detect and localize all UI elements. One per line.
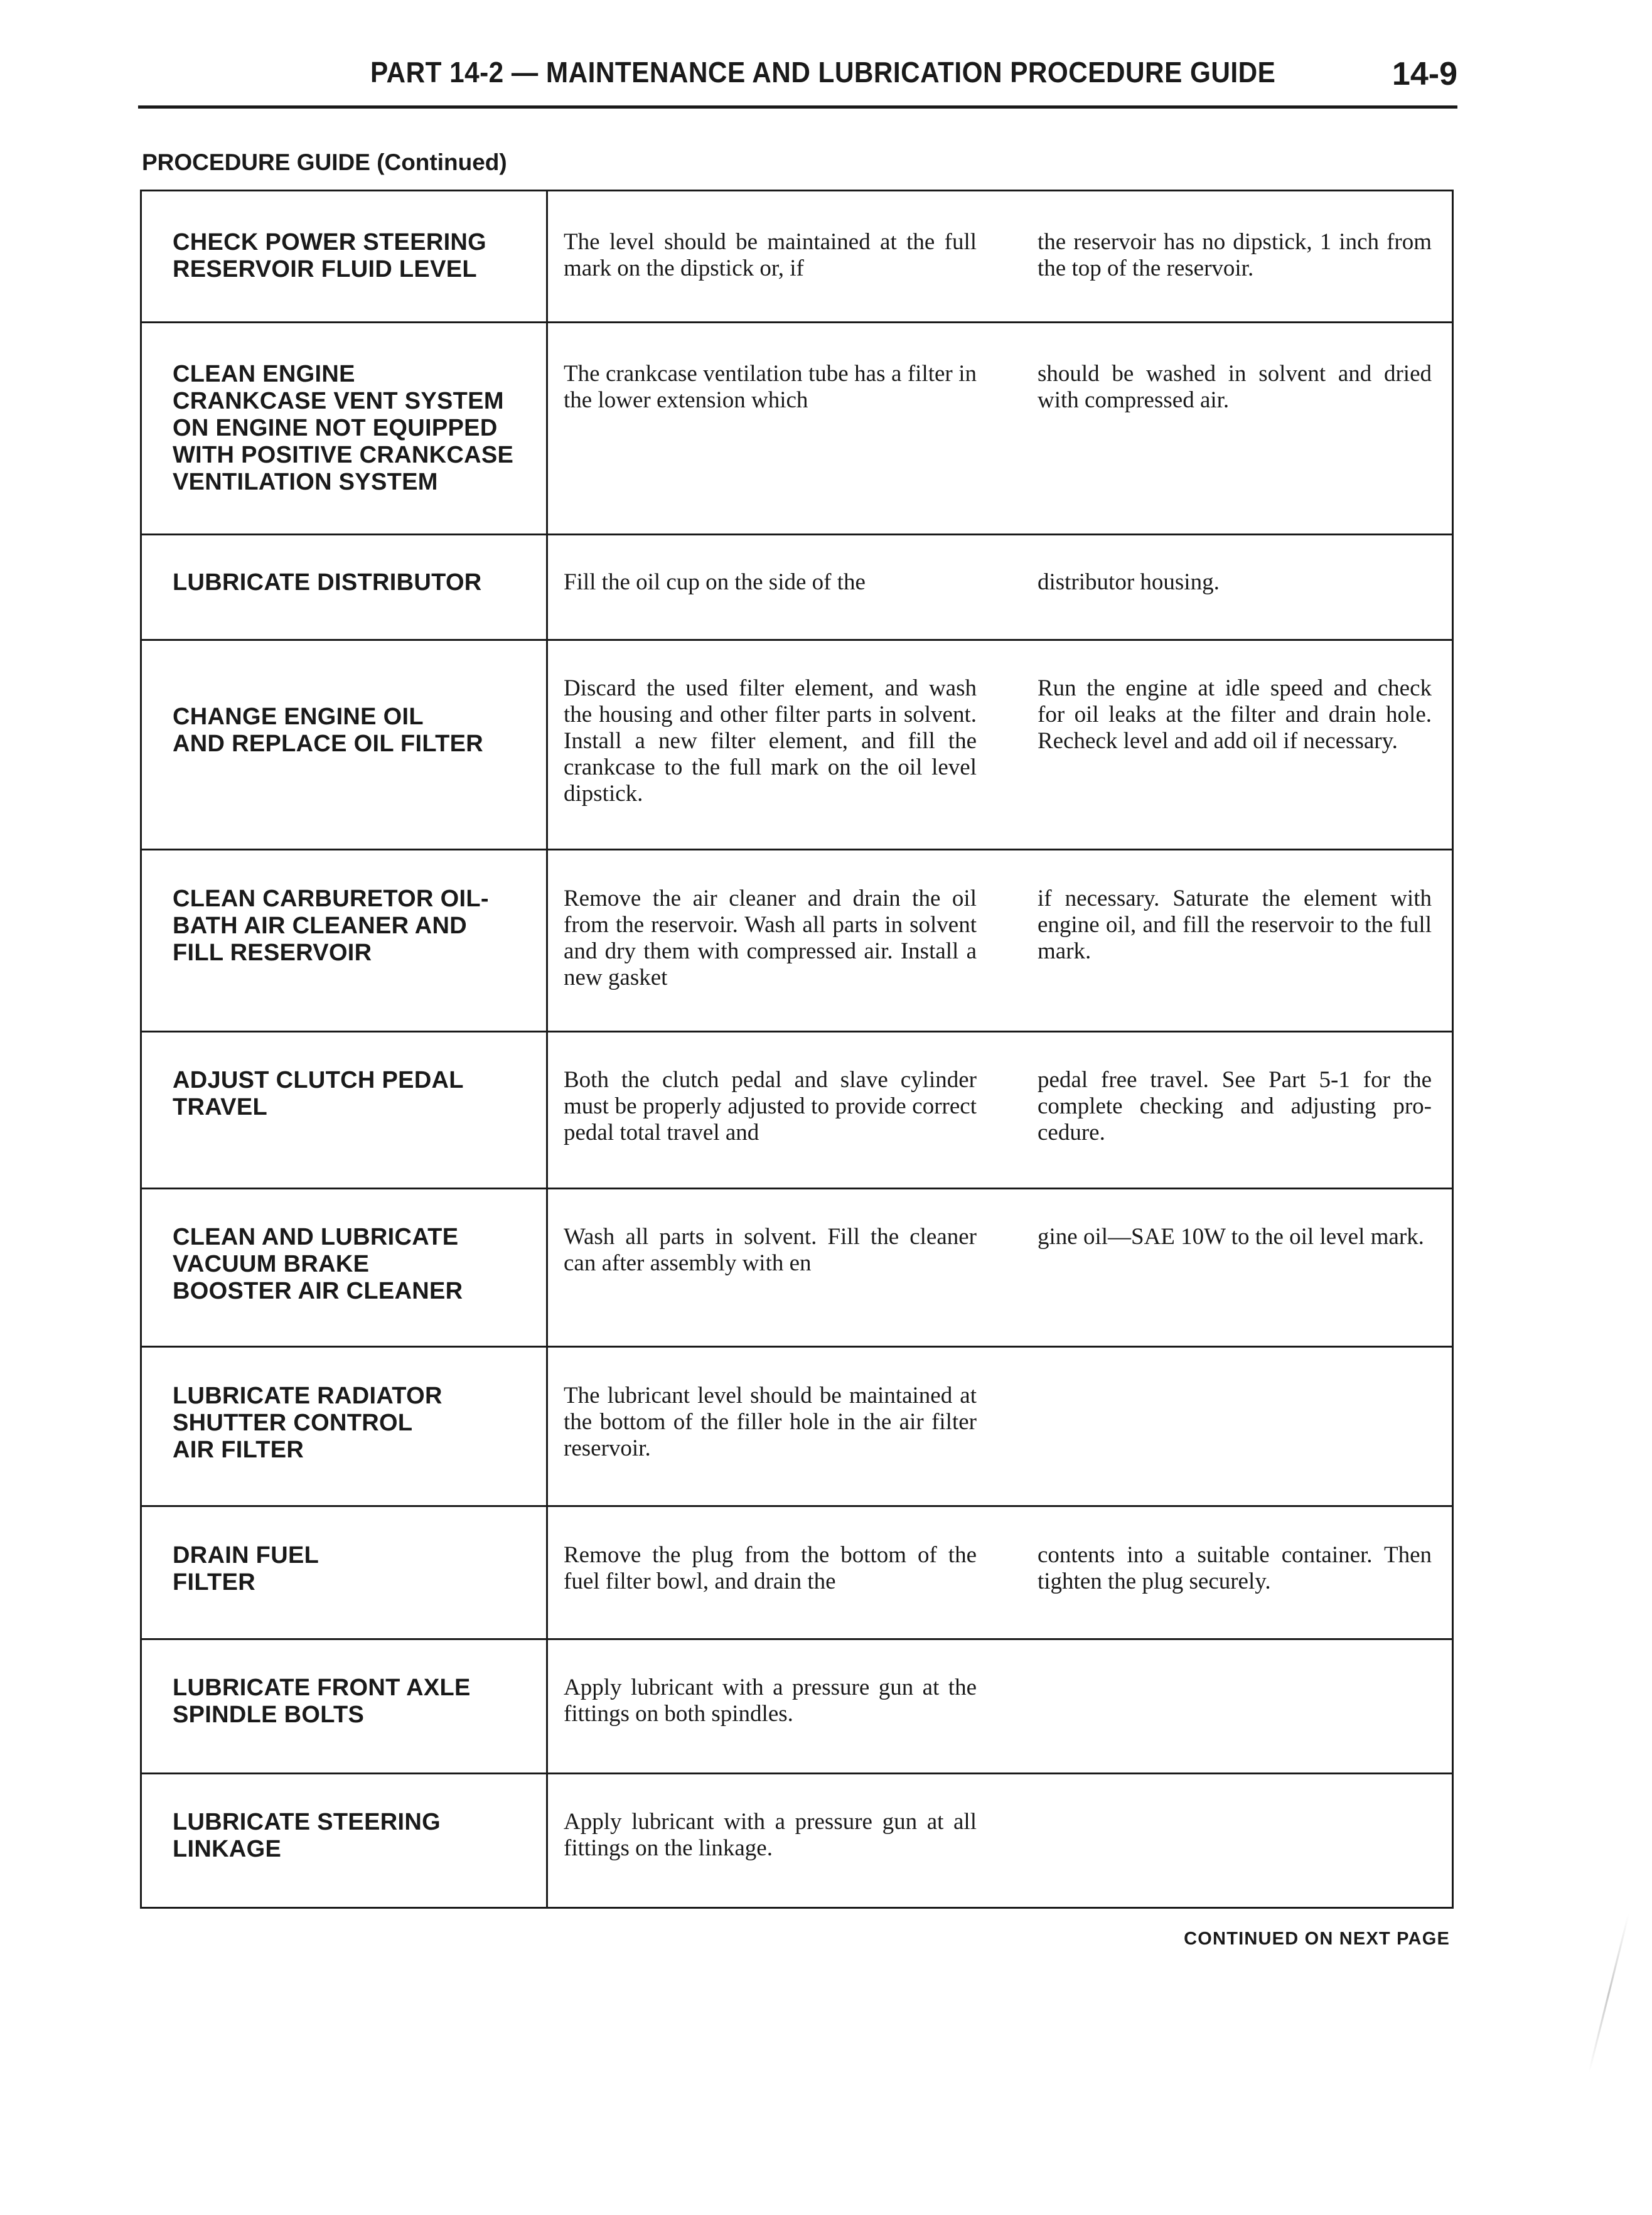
procedure-body-cell (547, 535, 1453, 640)
section-title: PROCEDURE GUIDE (Continued) (142, 149, 507, 175)
procedure-text-right: Run the engine at idle speed and check for oil leaks at the filter and drain hole. Recheck level and add oil if necessary. (1038, 675, 1432, 754)
procedure-title: CHANGE ENGINE OIL AND REPLACE OIL FILTER (173, 704, 483, 757)
procedure-title: CHECK POWER STEERING RESERVOIR FLUID LEVEL (173, 229, 487, 282)
procedure-title: CLEAN AND LUBRICATE VACUUM BRAKE BOOSTER AIR CLEANER (173, 1224, 463, 1304)
procedure-title-cell (141, 1189, 547, 1347)
procedure-title: ADJUST CLUTCH PEDAL TRAVEL (173, 1067, 464, 1120)
page-number: 14-9 (1392, 56, 1457, 92)
procedure-row (141, 323, 1453, 535)
procedure-text-left: Wash all parts in solvent. Fill the cleaner can after assembly with en (564, 1224, 977, 1276)
page-header-title: PART 14-2 — MAINTENANCE AND LUBRICATION PROCEDURE GUIDE (370, 56, 1276, 88)
procedure-title: LUBRICATE STEERING LINKAGE (173, 1809, 441, 1862)
procedure-text-left: Both the clutch pedal and slave cylinder must be properly adjusted to provide correct pedal total travel and (564, 1067, 977, 1145)
procedure-text-left: Remove the air cleaner and drain the oil from the reservoir. Wash all parts in solvent and dry them with compressed air. Install a new gasket (564, 886, 977, 990)
procedure-row (141, 1506, 1453, 1639)
procedure-text-right (1038, 1809, 1432, 1862)
procedure-body-cell (547, 850, 1453, 1032)
procedure-text-right: contents into a suitable container. Then tighten the plug securely. (1038, 1542, 1432, 1594)
procedure-title-cell (141, 1506, 547, 1639)
procedure-text-left: Fill the oil cup on the side of the (564, 569, 866, 595)
procedure-row (141, 1032, 1453, 1189)
procedure-title: LUBRICATE FRONT AXLE SPINDLE BOLTS (173, 1675, 471, 1728)
procedure-row (141, 1189, 1453, 1347)
procedure-body-cell (547, 640, 1453, 850)
procedure-body-cell (547, 1032, 1453, 1189)
procedure-text-right: the reservoir has no dipstick, 1 inch from the top of the reservoir. (1038, 229, 1432, 281)
procedure-title: LUBRICATE DISTRIBUTOR (173, 569, 482, 596)
procedure-text-right: should be washed in solvent and dried with compressed air. (1038, 361, 1432, 413)
procedure-text-left: Discard the used filter element, and wash the housing and other filter parts in solvent. Install a new filter element, and fill the crankcase to the full mark on the oil level dipstick. (564, 675, 977, 807)
continued-note: CONTINUED ON NEXT PAGE (1184, 1929, 1450, 1949)
procedure-title: LUBRICATE RADIATOR SHUTTER CONTROL AIR FILTER (173, 1383, 442, 1463)
page-edge-shadow (1588, 1914, 1629, 2073)
procedure-row (141, 1639, 1453, 1774)
procedure-title: CLEAN CARBURETOR OIL- BATH AIR CLEANER AND FILL RESERVOIR (173, 886, 489, 966)
header-rule (138, 105, 1457, 109)
procedure-body-cell (547, 1189, 1453, 1347)
procedure-row (141, 535, 1453, 640)
procedure-title-cell (141, 1774, 547, 1908)
procedure-title-cell (141, 535, 547, 640)
procedure-text-left: The lubricant level should be maintained at the bottom of the filler hole in the air filter reservoir. (564, 1383, 977, 1461)
procedure-body-cell (547, 323, 1453, 535)
procedure-title-cell (141, 1347, 547, 1506)
procedure-body-cell (547, 1506, 1453, 1639)
procedure-table (140, 190, 1454, 1909)
procedure-text-right (1038, 1675, 1432, 1727)
procedure-text-right: pedal free travel. See Part 5-1 for the complete checking and adjusting procedure. (1038, 1067, 1432, 1145)
procedure-title-cell (141, 323, 547, 535)
procedure-title-cell (141, 1032, 547, 1189)
procedure-title: CLEAN ENGINE CRANKCASE VENT SYSTEM ON ENGINE NOT EQUIPPED WITH POSITIVE CRANKCASE VENTILATION SYSTEM (173, 361, 514, 495)
procedure-text-left: Apply lubricant with a pressure gun at the fittings on both spindles. (564, 1675, 977, 1727)
procedure-title-cell (141, 191, 547, 323)
procedure-text-left: The level should be maintained at the full mark on the dipstick or, if (564, 229, 977, 281)
procedure-body-cell (547, 191, 1453, 323)
procedure-body-cell (547, 1347, 1453, 1506)
procedure-row (141, 1774, 1453, 1908)
procedure-text-left: The crankcase ventilation tube has a filter in the lower extension which (564, 361, 977, 413)
procedure-row (141, 1347, 1453, 1506)
procedure-title: DRAIN FUEL FILTER (173, 1542, 319, 1596)
procedure-text-right: distributor housing. (1038, 569, 1220, 595)
procedure-text-left: Apply lubricant with a pressure gun at all fittings on the linkage. (564, 1809, 977, 1861)
procedure-title-cell (141, 850, 547, 1032)
procedure-text-right: if necessary. Saturate the element with engine oil, and fill the reservoir to the full mark. (1038, 886, 1432, 964)
procedure-text-right: gine oil—SAE 10W to the oil level mark. (1038, 1224, 1424, 1250)
procedure-title-cell (141, 640, 547, 850)
procedure-text-right (1038, 1383, 1432, 1462)
procedure-row (141, 640, 1453, 850)
procedure-text-left: Remove the plug from the bottom of the fuel filter bowl, and drain the (564, 1542, 977, 1594)
procedure-title-cell (141, 1639, 547, 1774)
procedure-body-cell (547, 1639, 1453, 1774)
procedure-row (141, 191, 1453, 323)
procedure-body-cell (547, 1774, 1453, 1908)
procedure-row (141, 850, 1453, 1032)
